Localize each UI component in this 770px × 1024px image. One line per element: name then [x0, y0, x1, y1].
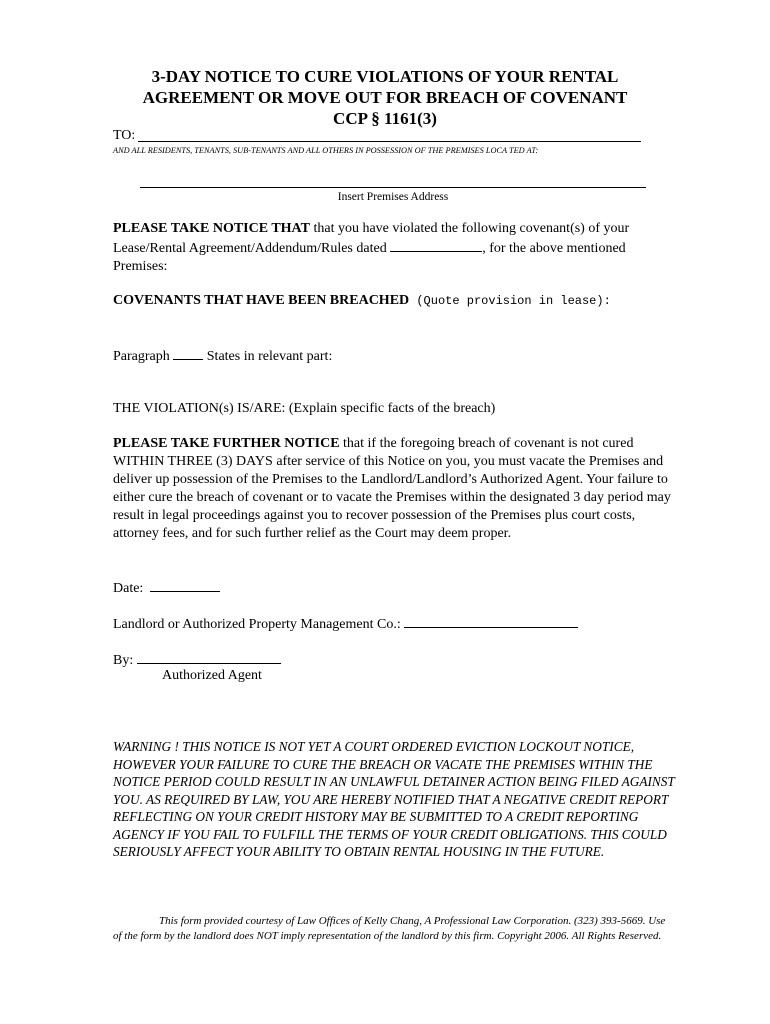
signature-field[interactable] [137, 650, 281, 664]
paragraph-label: Paragraph [113, 349, 174, 364]
paragraph-number-field[interactable] [173, 346, 203, 360]
notice-text-1: that you have violated the following covenant(s) of your Lease/Rental Agreement/Addendum/Rules dated [113, 221, 630, 256]
notice-lead: PLEASE TAKE NOTICE THAT [113, 221, 310, 236]
date-label: Date: [113, 581, 144, 596]
covenants-heading [113, 292, 683, 310]
footer-text: This form provided courtesy of Law Offices of Kelly Chang, A Professional Law Corporation. (323) 393-5669. Use of the form by the landlord does NOT imply representation of the landlord by this firm. Copyright 2006. All Rights Reserved. [113, 915, 666, 942]
violation-line: THE VIOLATION(s) IS/ARE: (Explain specific facts of the breach) [113, 401, 496, 416]
notice-paragraph [113, 220, 683, 276]
further-notice-paragraph [113, 435, 683, 543]
date-field[interactable] [150, 578, 220, 592]
paragraph-suffix: States in relevant part: [203, 349, 333, 364]
further-text: that if the foregoing breach of covenant is not cured WITHIN THREE (3) DAYS after service of this Notice on you, you must vacate the Premises and deliver up possession of the Premises to the Landlord/Landlord’s Authorized Agent. Your failure to either cure the breach of covenant or to vacate the Premises within the designated 3 day period may result in legal proceedings against you to recover possession of the Premises plus court costs, attorney fees, and for such further relief as the Court may deem proper. [113, 436, 671, 541]
landlord-line [113, 614, 683, 634]
covenants-note: (Quote provision in lease): [409, 294, 611, 308]
further-lead: PLEASE TAKE FURTHER NOTICE [113, 436, 340, 451]
to-label: TO: [113, 128, 136, 143]
landlord-label: Landlord or Authorized Property Management Co.: [113, 617, 401, 632]
date-line [113, 578, 683, 598]
address-field-line[interactable] [140, 187, 646, 188]
lease-date-field[interactable] [390, 238, 482, 252]
covenants-lead: COVENANTS THAT HAVE BEEN BREACHED [113, 293, 410, 308]
title-line-2: AGREEMENT OR MOVE OUT FOR BREACH OF COVENANT [142, 88, 628, 107]
title-line-1: 3-DAY NOTICE TO CURE VIOLATIONS OF YOUR RENTAL [151, 67, 619, 86]
address-label: Insert Premises Address [337, 191, 449, 203]
landlord-field[interactable] [404, 614, 578, 628]
notice-text-2: , for the above mentioned Premises: [113, 241, 626, 274]
title-line-3: CCP § 1161(3) [333, 109, 437, 128]
paragraph-line [113, 346, 683, 366]
agent-label: Authorized Agent [162, 668, 262, 683]
by-label: By: [113, 653, 134, 668]
document-title [100, 66, 670, 129]
warning-text: WARNING ! THIS NOTICE IS NOT YET A COURT ORDERED EVICTION LOCKOUT NOTICE, HOWEVER YOUR FAILURE TO CURE THE BREACH OR VACATE THE PREMISES WITHIN THE NOTICE PERIOD COULD RESULT IN AN UNLAWFUL DETAINER ACTION BEING FILED AGAINST YOU. AS REQUIRED BY LAW, YOU ARE HEREBY NOTIFIED THAT A NEGATIVE CREDIT REPORT REFLECTING ON YOUR CREDIT HISTORY MAY BE SUBMITTED TO A CREDIT REPORTING AGENCY IF YOU FAIL TO FULFILL THE TERMS OF YOUR CREDIT OBLIGATIONS. THIS COULD SERIOUSLY AFFECT YOUR ABILITY TO OBTAIN RENTAL HOUSING IN THE FUTURE. [113, 739, 675, 859]
residents-line: AND ALL RESIDENTS, TENANTS, SUB-TENANTS AND ALL OTHERS IN POSSESSION OF THE PREMISES LOCA TED AT: [113, 146, 539, 155]
to-field-line[interactable] [138, 141, 641, 142]
